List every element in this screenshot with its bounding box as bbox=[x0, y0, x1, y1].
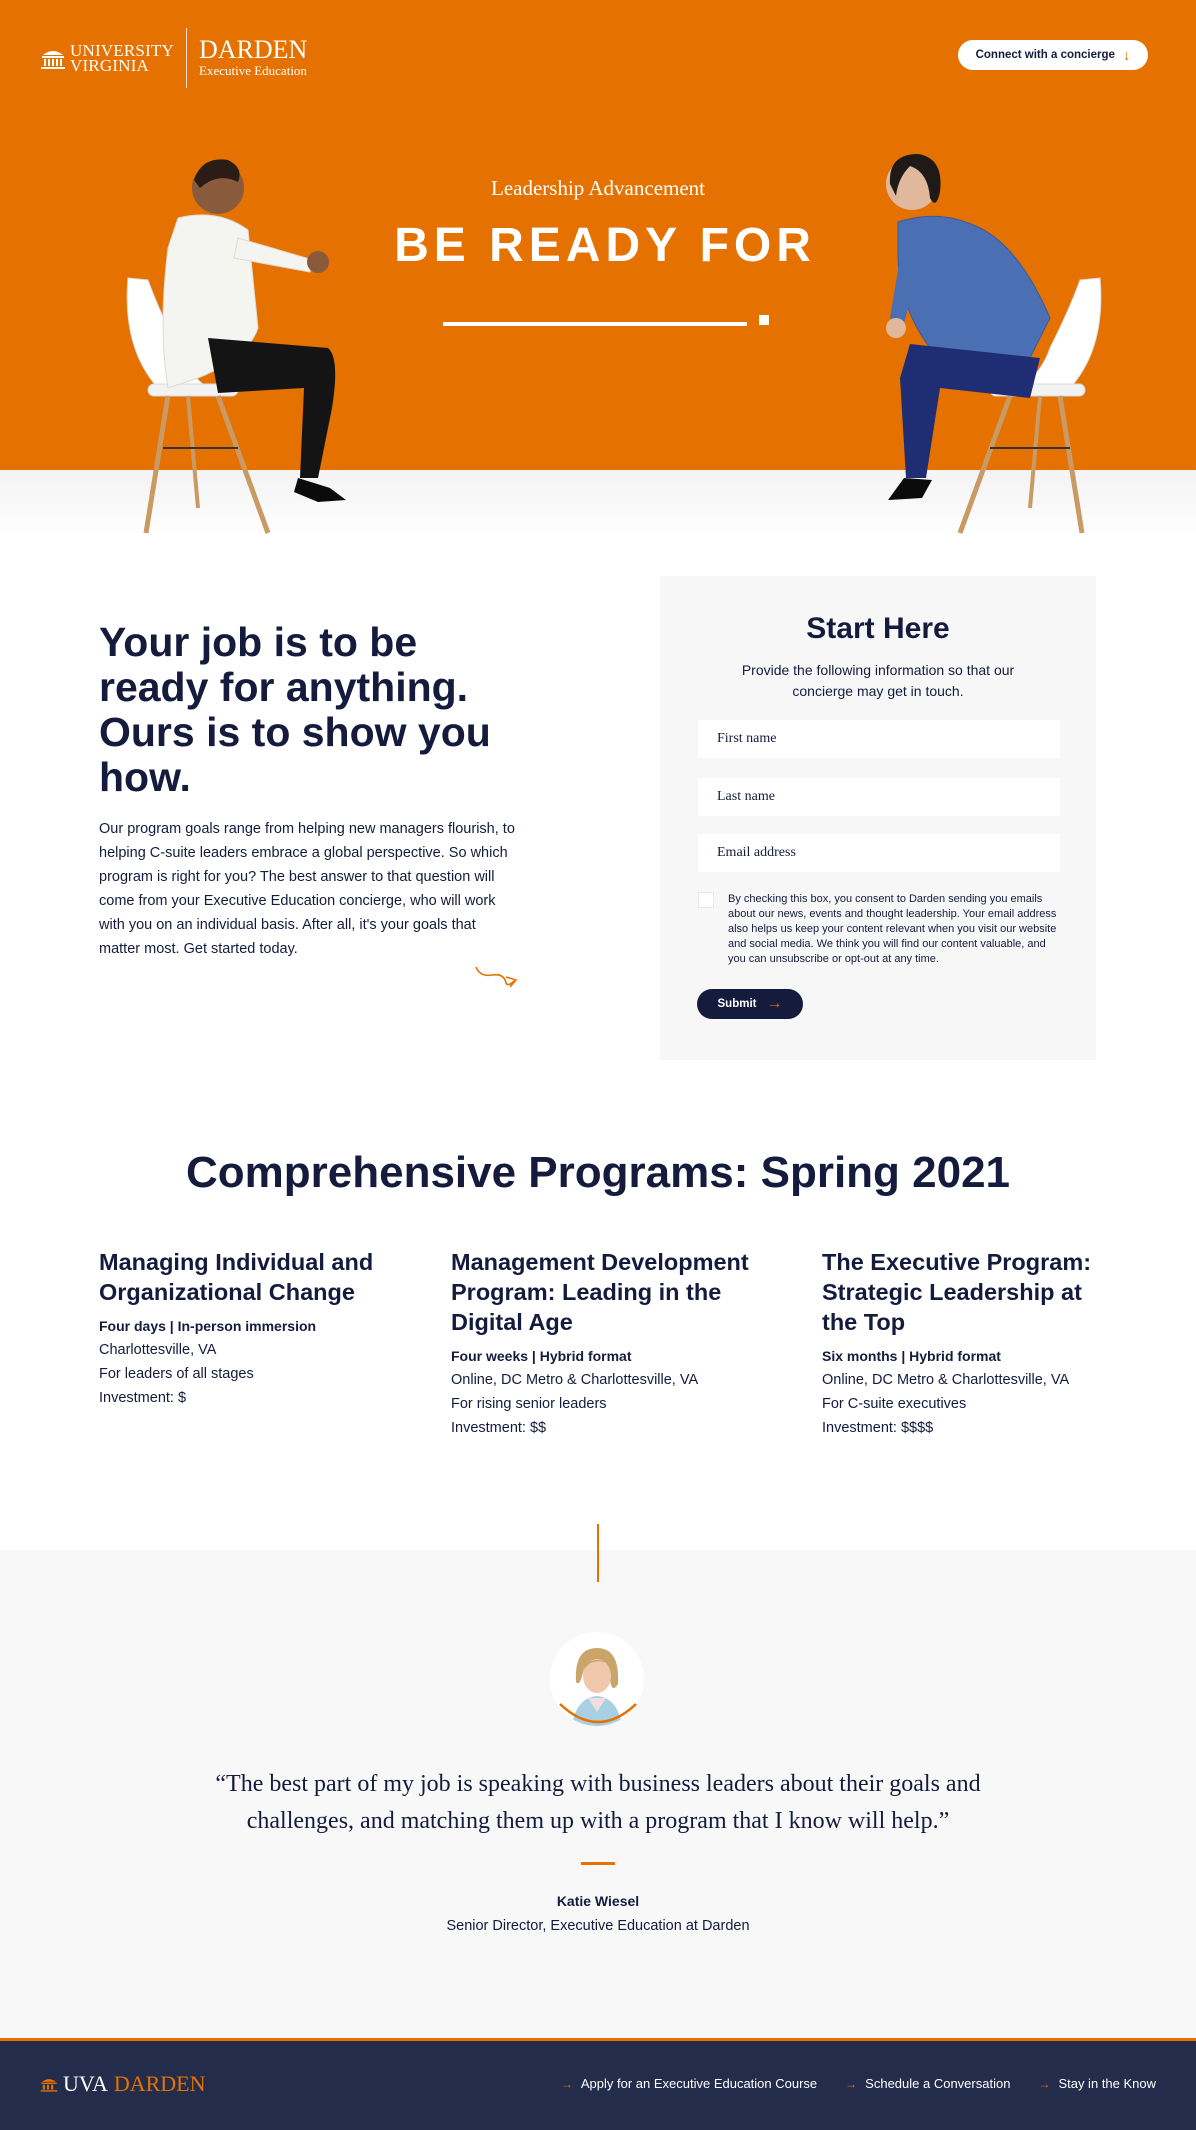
program-card bbox=[822, 1247, 1122, 1440]
testimonial-quote: “The best part of my job is speaking with business leaders about their goals and challenges, and matching them up with a program that I know will help.” bbox=[215, 1771, 981, 1834]
program-investment: Investment: $ bbox=[99, 1390, 187, 1406]
program-audience: For C-suite executives bbox=[822, 1396, 967, 1412]
program-name[interactable]: Managing Individual and Organizational Change bbox=[99, 1249, 374, 1305]
email-field[interactable] bbox=[698, 834, 1060, 872]
program-name[interactable]: Management Development Program: Leading in the Digital Age bbox=[451, 1249, 749, 1335]
section-connector-line bbox=[597, 1524, 599, 1582]
footer-darden: DARDEN bbox=[113, 2071, 206, 2096]
consent-text: By checking this box, you consent to Darden sending you emails about our news, events and thought leadership. Your email address also helps us keep your content relevant when you visit our website and social media. We think you will find our content valuable, and you can unsubscribe or opt-out at any time. bbox=[728, 893, 1057, 965]
programs-title: Comprehensive Programs: Spring 2021 bbox=[185, 1148, 1011, 1197]
woman-seated-right-image bbox=[870, 148, 1110, 538]
testimonial-name: Katie Wiesel bbox=[556, 1893, 640, 1909]
footer-link-label: Schedule a Conversation bbox=[865, 2076, 1011, 2091]
rotunda-icon bbox=[40, 2075, 58, 2093]
program-card bbox=[99, 1247, 399, 1410]
arrow-down-icon: ↓ bbox=[1122, 46, 1131, 64]
footer-nav bbox=[561, 2076, 1156, 2091]
footer-logo[interactable] bbox=[40, 2071, 206, 2097]
footer-link-label: Stay in the Know bbox=[1058, 2076, 1156, 2091]
logo-divider bbox=[186, 28, 187, 88]
arrow-right-icon: → bbox=[560, 2076, 573, 2091]
footer-link-schedule[interactable] bbox=[845, 2076, 1010, 2091]
hero-period bbox=[759, 315, 769, 325]
hero-eyebrow: Leadership Advancement bbox=[491, 176, 705, 200]
concierge-label: Connect with a concierge bbox=[975, 49, 1115, 61]
arrow-right-icon: → bbox=[766, 995, 783, 1012]
program-meta: Four weeks | Hybrid format bbox=[451, 1348, 632, 1364]
intro-heading: Your job is to be ready for anything. Ours is to show you how. bbox=[99, 619, 491, 800]
avatar-accent-arc bbox=[556, 1700, 640, 1736]
university-line: UNIVERSITY bbox=[70, 41, 174, 60]
program-audience: For rising senior leaders bbox=[451, 1396, 607, 1412]
virginia-line: VIRGINIA bbox=[70, 56, 150, 75]
rotunda-icon bbox=[40, 46, 66, 70]
footer-uva: UVA bbox=[63, 2071, 108, 2096]
squiggle-arrow-icon bbox=[474, 963, 522, 989]
form-title: Start Here bbox=[806, 612, 950, 645]
program-audience: For leaders of all stages bbox=[99, 1366, 254, 1382]
submit-label: Submit bbox=[717, 998, 757, 1010]
darden-logo[interactable] bbox=[40, 28, 307, 88]
footer-link-stay[interactable] bbox=[1038, 2076, 1156, 2091]
last-name-field[interactable] bbox=[698, 778, 1060, 816]
arrow-right-icon: → bbox=[845, 2076, 858, 2091]
program-investment: Investment: $$ bbox=[451, 1420, 547, 1436]
darden-text: DARDEN bbox=[199, 35, 308, 64]
program-card bbox=[451, 1247, 771, 1440]
woman-seated-left-image bbox=[118, 148, 358, 538]
program-name[interactable]: The Executive Program: Strategic Leadership at the Top bbox=[822, 1249, 1092, 1335]
program-meta: Four days | In-person immersion bbox=[99, 1318, 317, 1334]
program-location: Charlottesville, VA bbox=[99, 1342, 217, 1358]
connect-concierge-button[interactable] bbox=[958, 40, 1148, 70]
program-investment: Investment: $$$$ bbox=[822, 1420, 934, 1436]
start-here-form bbox=[660, 576, 1096, 1060]
exec-ed-text: Executive Education bbox=[199, 63, 307, 78]
consent-checkbox[interactable] bbox=[698, 892, 714, 908]
first-name-field[interactable] bbox=[698, 720, 1060, 758]
intro-body: Our program goals range from helping new managers flourish, to helping C-suite leaders embrace a global perspective. So which program is right for you? The best answer to that question will come from your Executive Education concierge, who will work with you on an individual basis. After all, it's your goals that matter most. Get started today. bbox=[99, 821, 515, 957]
quote-divider bbox=[581, 1862, 615, 1865]
arrow-right-icon: → bbox=[1038, 2076, 1051, 2091]
submit-button[interactable] bbox=[697, 989, 803, 1019]
program-meta: Six months | Hybrid format bbox=[822, 1348, 1001, 1364]
program-location: Online, DC Metro & Charlottesville, VA bbox=[451, 1372, 699, 1388]
darden-wordmark bbox=[199, 37, 307, 79]
form-subtitle: Provide the following information so that our concierge may get in touch. bbox=[741, 662, 1015, 699]
hero-title: BE READY FOR bbox=[394, 219, 816, 272]
footer-link-apply[interactable] bbox=[561, 2076, 817, 2091]
uva-wordmark bbox=[70, 43, 174, 73]
testimonial-role: Senior Director, Executive Education at Darden bbox=[446, 1918, 750, 1934]
hero-blank-line bbox=[443, 322, 747, 326]
footer-link-label: Apply for an Executive Education Course bbox=[580, 2076, 818, 2091]
program-location: Online, DC Metro & Charlottesville, VA bbox=[822, 1372, 1070, 1388]
footer bbox=[0, 2038, 1196, 2130]
